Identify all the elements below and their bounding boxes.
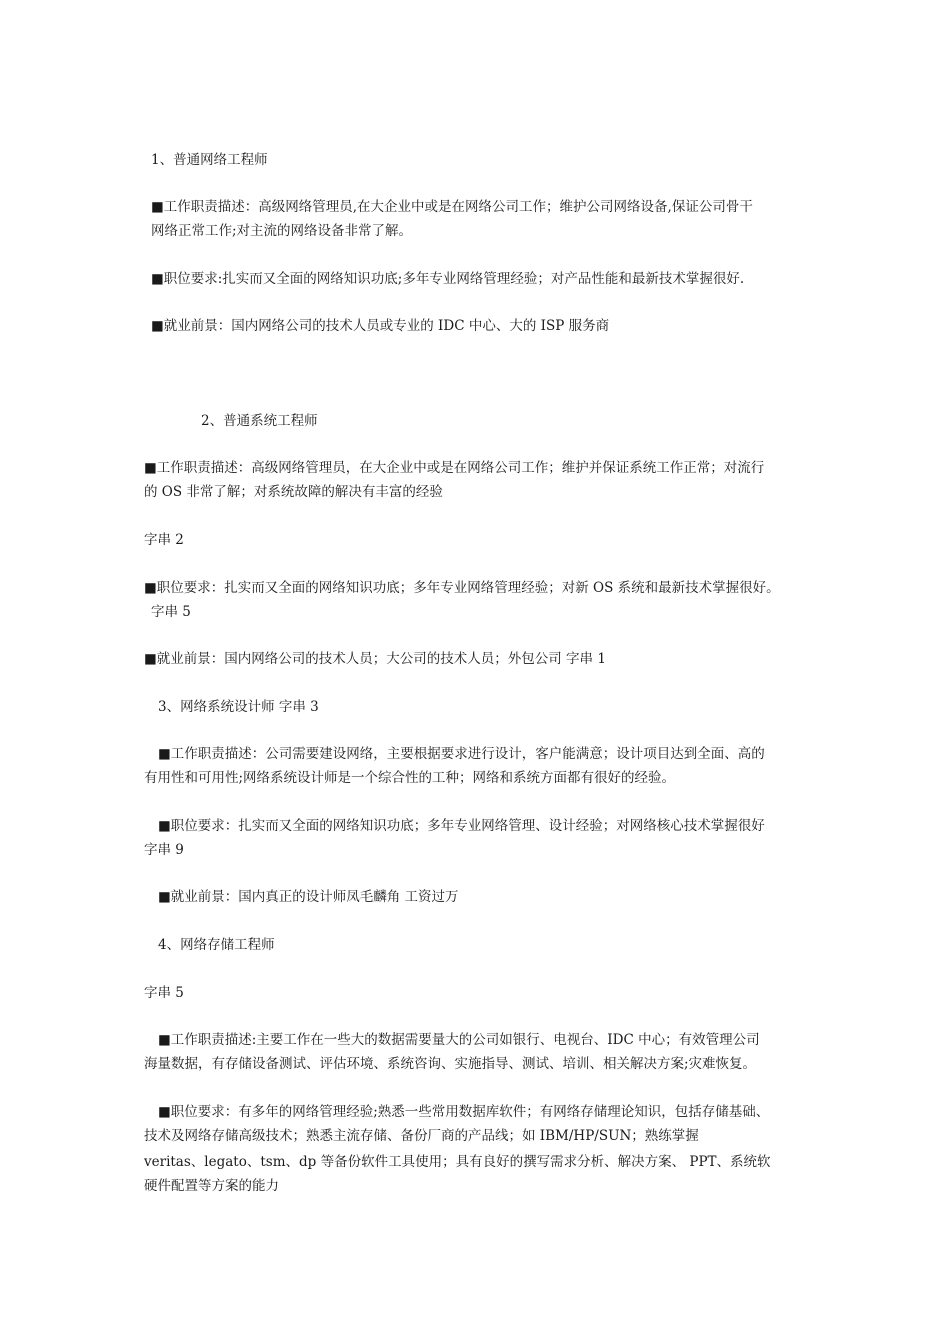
section-2-requirement: ■职位要求：扎实而又全面的网络知识功底；多年专业网络管理经验；对新 OS 系统和最新技术掌握很好。	[144, 580, 780, 596]
section-2-heading: 2、普通系统工程师	[201, 413, 318, 429]
section-4-requirement-line-1: ■职位要求：有多年的网络管理经验;熟悉一些常用数据库软件；有网络存储理论知识，包括存储基础、	[158, 1104, 770, 1120]
section-1-requirement: ■职位要求:扎实而又全面的网络知识功底;多年专业网络管理经验；对产品性能和最新技术掌握很好.	[151, 271, 745, 287]
section-2-prospect: ■就业前景：国内网络公司的技术人员；大公司的技术人员；外包公司 字串 1	[144, 651, 606, 667]
section-1-prospect: ■就业前景：国内网络公司的技术人员或专业的 IDC 中心、大的 ISP 服务商	[151, 318, 610, 334]
section-3-requirement: ■职位要求：扎实而又全面的网络知识功底；多年专业网络管理、设计经验；对网络核心技术掌握很好	[158, 818, 765, 834]
section-4-requirement-line-3: veritas、legato、tsm、dp 等备份软件工具使用；具有良好的撰写需求分析、解决方案、 PPT、系统软	[144, 1154, 771, 1170]
section-4-requirement-line-2: 技术及网络存储高级技术；熟悉主流存储、备份厂商的产品线；如 IBM/HP/SUN；熟练掌握	[144, 1128, 699, 1144]
section-4-duty-line-1: ■工作职责描述:主要工作在一些大的数据需要量大的公司如银行、电视台、IDC 中心；有效管理公司	[158, 1032, 760, 1048]
section-4-requirement-line-4: 硬件配置等方案的能力	[144, 1178, 279, 1194]
section-3-heading: 3、网络系统设计师 字串 3	[158, 699, 319, 715]
section-4-heading: 4、网络存储工程师	[158, 937, 275, 953]
section-1-duty-line-2: 网络正常工作;对主流的网络设备非常了解。	[151, 223, 413, 239]
string-marker: 字串 9	[144, 842, 184, 858]
section-1-duty-line-1: ■工作职责描述：高级网络管理员,在大企业中或是在网络公司工作；维护公司网络设备,保证公司骨干	[151, 199, 753, 215]
string-marker: 字串 2	[144, 532, 184, 548]
section-3-duty-line-1: ■工作职责描述：公司需要建设网络，主要根据要求进行设计，客户能满意；设计项目达到全面、高的	[158, 746, 765, 762]
section-2-duty-line-2: 的 OS 非常了解；对系统故障的解决有丰富的经验	[144, 484, 443, 500]
string-marker: 字串 5	[151, 604, 191, 620]
section-3-duty-line-2: 有用性和可用性;网络系统设计师是一个综合性的工种；网络和系统方面都有很好的经验。	[144, 770, 676, 786]
section-4-duty-line-2: 海量数据，有存储设备测试、评估环境、系统咨询、实施指导、测试、培训、相关解决方案;灾难恢复。	[144, 1056, 757, 1072]
section-3-prospect: ■就业前景：国内真正的设计师凤毛麟角 工资过万	[158, 889, 459, 905]
string-marker: 字串 5	[144, 985, 184, 1001]
section-1-heading: 1、普通网络工程师	[151, 152, 268, 168]
section-2-duty-line-1: ■工作职责描述：高级网络管理员，在大企业中或是在网络公司工作；维护并保证系统工作正常；对流行	[144, 460, 765, 476]
